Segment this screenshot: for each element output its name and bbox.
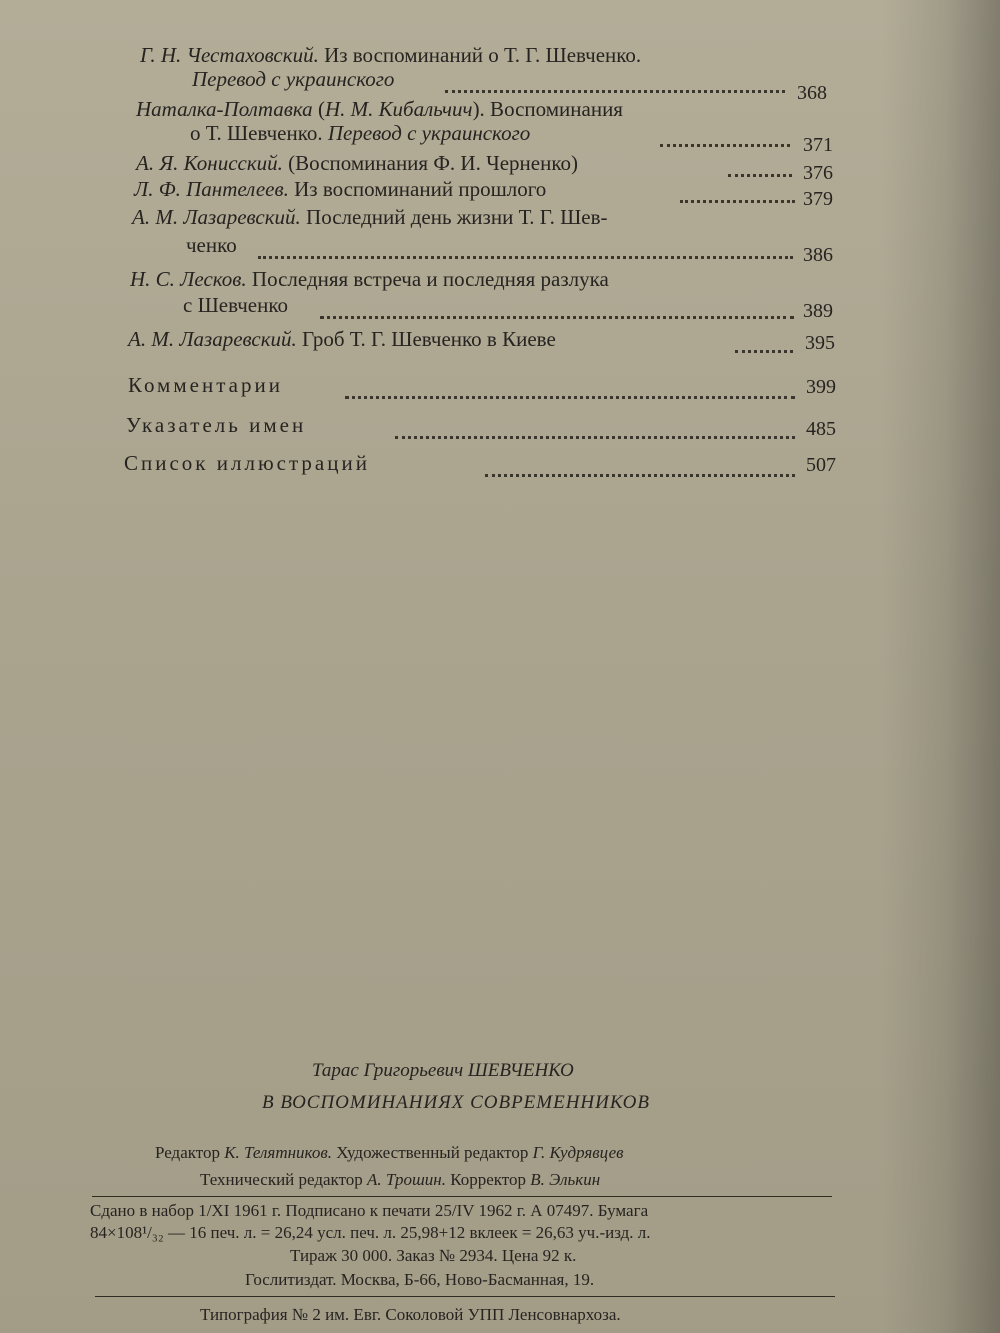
dot-leader [680, 178, 795, 203]
toc-page-number: 376 [803, 162, 833, 184]
toc-title: (Воспоминания Ф. И. Черненко) [288, 151, 578, 175]
art-editor-name: Г. Кудрявцев [532, 1143, 624, 1162]
toc-title: Перевод с украинского [192, 67, 395, 91]
author-last-name: ШЕВЧЕНКО [467, 1060, 574, 1081]
toc-entry-konissky [136, 150, 578, 176]
toc-entry-leskov [130, 266, 609, 292]
printer-line: Типография № 2 им. Евг. Соколовой УПП Ленсовнархоза. [200, 1305, 621, 1324]
toc-entry-natalka-line2 [190, 120, 530, 146]
art-editor-label: Художественный редактор [336, 1143, 529, 1162]
toc-author: Л. Ф. Пантелеев. [134, 177, 289, 201]
toc-title: Из воспоминаний прошлого [294, 177, 547, 201]
tech-editor-name: А. Трошин. [367, 1170, 446, 1189]
toc-author: Г. Н. Честаховский. [140, 43, 319, 67]
toc-author: А. Я. Конисский. [136, 151, 283, 175]
toc-entry-chestakhovsky-line2 [192, 66, 394, 92]
toc-page-number: 399 [806, 376, 836, 398]
toc-entry-lazarevsky-2 [128, 326, 556, 352]
dot-leader [445, 68, 785, 93]
toc-title: Гроб Т. Г. Шевченко в Киеве [302, 327, 556, 351]
toc-title: ). Воспоминания [472, 97, 623, 121]
toc-entry-leskov-line2 [183, 292, 288, 318]
corrector-name: В. Элькин [530, 1170, 601, 1189]
dot-leader [395, 414, 795, 439]
toc-title: ченко [186, 233, 237, 257]
dot-leader [345, 374, 795, 399]
toc-page-number: 371 [803, 134, 833, 156]
bottom-rule [95, 1296, 835, 1297]
print-run-line: Тираж 30 000. Заказ № 2934. Цена 92 к. [290, 1246, 577, 1265]
toc-title: Из воспоминаний о Т. Г. Шевченко. [324, 43, 642, 67]
toc-author: Н. М. Кибальчич [324, 97, 473, 121]
toc-entry-chestakhovsky [140, 42, 641, 68]
toc-title: Последний день жизни Т. Г. Шев- [306, 205, 608, 229]
printing-info-line-2: 84×108¹/₃₂ — 16 печ. л. = 26,24 усл. печ. л. 25,98+12 вклеек = 26,63 уч.-изд. л. [90, 1223, 651, 1242]
toc-section-name-index: Указатель имен [126, 413, 307, 437]
toc-author: Наталка-Полтавка [136, 97, 313, 121]
toc-page-number: 485 [806, 418, 836, 440]
toc-author: А. М. Лазаревский. [128, 327, 297, 351]
top-rule [92, 1196, 832, 1197]
toc-entry-lazarevsky-1-line2 [186, 232, 237, 258]
dot-leader [485, 452, 795, 477]
toc-title: Перевод с украинского [327, 121, 531, 145]
tech-editors-line [200, 1170, 600, 1190]
printing-info-line-1: Сдано в набор 1/XI 1961 г. Подписано к печати 25/IV 1962 г. А 07497. Бумага [90, 1201, 649, 1220]
toc-entry-lazarevsky-1 [132, 204, 607, 230]
toc-entry-panteleev [134, 176, 546, 202]
tech-editor-label: Технический редактор [200, 1170, 363, 1189]
toc-page-number: 395 [805, 332, 835, 354]
toc-author: Н. С. Лесков. [130, 267, 247, 291]
toc-paren-open: ( [317, 97, 325, 121]
toc-title: Последняя встреча и последняя разлука [251, 267, 609, 291]
toc-page-number: 507 [806, 454, 836, 476]
author-first-name: Тарас Григорьевич [312, 1060, 464, 1081]
toc-title: о Т. Шевченко. [190, 121, 323, 145]
toc-page-number: 379 [803, 188, 833, 210]
book-title [312, 1060, 574, 1082]
editor-label: Редактор [155, 1143, 220, 1162]
toc-entry-natalka [136, 96, 623, 122]
editor-name: К. Телятников. [224, 1143, 332, 1162]
publisher-line: Гослитиздат. Москва, Б-66, Ново-Басманная, 19. [245, 1270, 595, 1289]
editors-line [155, 1143, 624, 1163]
dot-leader [660, 122, 790, 147]
corrector-label: Корректор [450, 1170, 526, 1189]
toc-page-number: 368 [797, 82, 827, 104]
dot-leader [320, 294, 794, 319]
toc-section-commentary: Комментарии [128, 373, 283, 397]
dot-leader [258, 234, 793, 259]
page-edge-shadow [880, 0, 1000, 1333]
dot-leader [735, 328, 793, 353]
toc-page-number: 389 [803, 300, 833, 322]
toc-section-illustrations: Список иллюстраций [124, 451, 370, 475]
dot-leader [728, 152, 792, 177]
toc-author: А. М. Лазаревский. [132, 205, 301, 229]
toc-title: с Шевченко [183, 293, 288, 317]
book-subtitle: В ВОСПОМИНАНИЯХ СОВРЕМЕННИКОВ [262, 1092, 650, 1113]
toc-page-number: 386 [803, 244, 833, 266]
